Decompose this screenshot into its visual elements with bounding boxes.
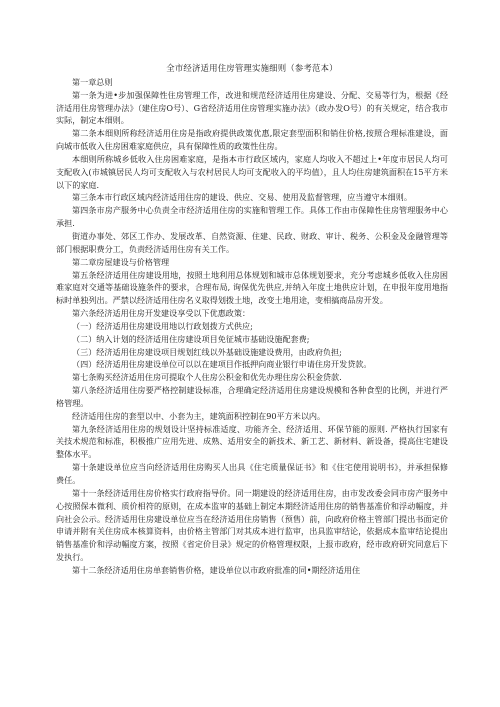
chapter-heading-2: 第二章房屋建设与价格管理 (72, 256, 170, 267)
article-8-unit-size: 经济适用住房的套型以中、小套为主，建筑面积控制在90平方米以内。 (72, 410, 326, 421)
document-page (56, 62, 448, 577)
article-8: 第八条经济适用住房要严格控制建设标准，合理确定经济适用住房建设规模和各种食型的比例，并进行严格管理。 (56, 385, 448, 408)
article-2: 第二条本细则所称经济适用住房是指政府提供政策优惠,限定套型面积和销住价格,按照合理标准建设，面向城市低收入住房困难家庭供应，具有保障性质的政策性住房。 (56, 128, 448, 152)
article-3: 第三条本市行政区域内经济适用住房的建设、供应、交易、使用及监督管理，应当遵守本细则。 (72, 192, 412, 203)
article-6-item-2: （二）纳入计划的经济适用住房建设项目免征城市基础设施配套费; (72, 333, 310, 344)
article-4-departments: 街道办事处、郊区工作办、发展改革、自然资源、住建、民政、财政、审计、税务、公积金及金融管理等部门根据职费分工，负责经济适用住房有关工作。 (56, 230, 448, 254)
article-10: 第十条建设单位应当向经济适用住房购买人出具《住宅质量保证书》和《住宅使用说明书》，并承担保修费任。 (56, 462, 448, 485)
article-1: 第一条为进•步加强保障性住房管理工作，改进和规范经济适用住房建设、分配、交易等行为，根据《经济适用住房管理办法》（建住房O号）、G省经济适用住房管理实施办法》（政办发O号）的有关规定，结合我市实际，制定本细则。 (56, 89, 448, 126)
article-4: 第四条市房产服务中心负责全市经济适用住房的实施和管理工作。具体工作由市保障性住房管理服务中心承担. (56, 205, 448, 229)
article-12: 第十二条经济适用住房单套销售价格，建设单位以市政府批准的同•期经济适用住 (72, 564, 361, 575)
article-6: 第六条经济适用住房开发建设享受以下优惠政策： (72, 308, 251, 319)
chapter-heading-1: 第一章总则 (72, 76, 113, 87)
document-title: 全市经济适用住房管理实施细则（参考范本） (166, 63, 338, 73)
article-7: 第七条购买经济适用住房可提取个人住房公积金和优先办理住房公积金贷款. (72, 372, 342, 383)
article-6-item-1: （一）经济适用住房建设用地以行政划拨方式供应; (72, 320, 253, 331)
article-2-definition: 本细则所称城乡低收入住房困难家庭，是指本市行政区域内，家庭人均收入不超过上•年度市居民人均可支配收入(市城镇居民人均可支配收入与农村居民人均可支配收入的平均值），且人均住房建筑面积在15平方米以下的家庭. (56, 153, 448, 190)
article-11: 第十一条经济适用住房价格实行政府指导价。同一期建设的经济适用住房，由市发改委会同市房产服务中心按照保本微利、质价相符的原则，在成本监审的基础上制定本期经济适用住房的销售基准价和浮动幅度，并向社会公示。经济适用住房建设单位应当在经济适用住房销售（预售）前，向政府价格主管部门提出书面定价申请并附有关住房成本核算资料，由价格主管部门对其成本进行监审，出具监审结论，依据成本监审结论提出销售基准价和浮动幅度方案，按照《省定价目录》规定的价格管理权限，上报市政府，经市政府研究同意后下发执行。 (56, 487, 448, 563)
article-5: 第五条经济适用住房建设用地，按照土地利用总体规划和城市总体规划要求，充分考虑城乡低收入住房困难家庭对交通等基础设施条件的要求，合理布局, 询保优先供应,并纳入年度土地供应计划，在申报年度用地指标时单独列出。严禁以经济适用住房名义取得划拨土地，改变土地用途，变相搞商品房开发。 (56, 269, 448, 306)
article-6-item-3: （三）经济适用住房建设项目规划红线以外基础设施建设费用，由政府负担; (72, 346, 342, 357)
article-9: 第九条经济适用住房的规划设计坚持标准适度、功能齐全、经济适用、环保节能的原则. 严格执行国家有关技术规范和标准，积极推广应用先进、成熟、适用安全的新技术、新工艺、新材料、新设备，提高住宅建设整体水平。 (56, 423, 448, 460)
article-6-item-4: （四）经济适用住房建设单位可以以在建项目作抵押向商业银行申请住房开发贷款。 (72, 359, 372, 370)
